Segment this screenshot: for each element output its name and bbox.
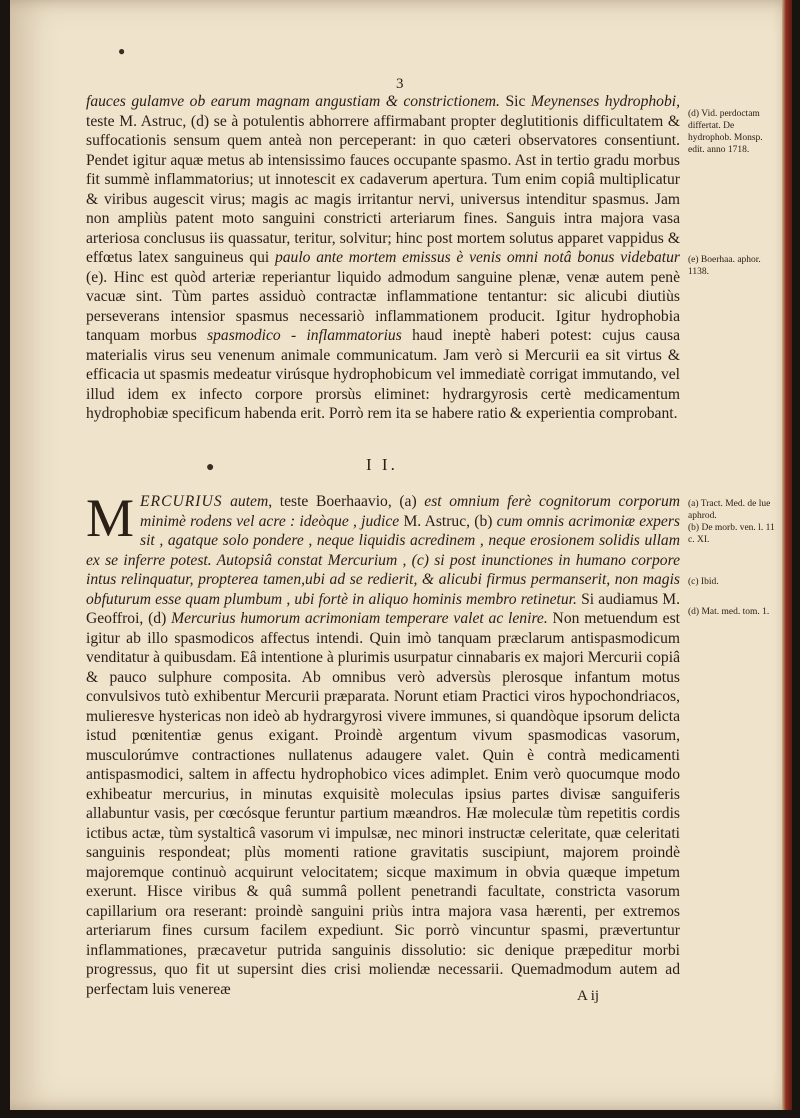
margin-note: (a) Tract. Med. de lue aphrod. — [688, 499, 771, 521]
margin-notes-bottom — [688, 498, 780, 618]
paragraph-1 — [86, 92, 680, 424]
italic-span: cum omnis acrimoniæ expers sit , agatque solo pondere , neque liquidis acredinem , neque erosionem solidis ullam ex se inferre potest. Autopsiâ constat Mercurium , (c) si post inunctiones in humano corpore intus relinquatur, propterea tamen,ubi ad se redierit, & alicubi firmus permanserit, non magis obfuturum esse quam plumbum , ubi fortè in aliquo hominis membro retinetur. — [86, 512, 680, 608]
ink-spot: ● — [206, 460, 215, 475]
italic-span: Meynenses hydrophobi, — [530, 93, 680, 110]
margin-notes-top — [688, 108, 780, 278]
page-number: 3 — [396, 76, 404, 92]
body-text: (e). Hinc est quòd arteriæ reperiantur liquido admodum sanguine plenæ, venæ autem penè vacuæ sint. Tùm partes assiduò contractæ inflammatione tentantur: sic alicubi diutiùs perseverans intensior spasmus necessariò inflammationem producit. Igitur hydrophobia tanquam morbus — [86, 268, 680, 344]
margin-note: (b) De morb. ven. l. 11 c. XI. — [688, 523, 775, 545]
body-text: Non metuendum est igitur ab illo spasmodicos affectus intendi. Quin imò tanquam præclarum antispasmodicum venditatur à quibusdam. Eâ intentione à plurimis usurpatur cinnabaris ex majori Mercurii copiâ & pauco sulphure composita. Ab omnibus verò adversùs plerosque infantum motus convulsivos tutò exhibentur Mercurii præparata. Norunt etiam Practici viros hypochondriacos, mulieresve hystericas non ideò ab hydrargyrosi vivere immunes, si quandòque ipsorum delicta istud pœnitentiæ genus exigant. Proindè argentum vivum spasmodicas vasorum, musculorúmve contractiones nullatenus adaugere valet. Quin è contrà medicamenti antispasmodici, saltem in affectu hydrophobico vices adimplet. Enim verò quocumque modo exhibeatur mercurius, in minutas exquisitè moleculas ipsius partes divisæ sanguiferis allabuntur vasis, per cœcósque feruntur partium mæandros. Hæ moleculæ tùm repetitis cordis ictibus actæ, tùm systalticâ vasorum vi impulsæ, nec minori instructæ celeritate, quæ celeritati sanguinis respondeat; plùs momenti ratione gravitatis suscipiunt, majorem proindè majoremque continuò acquirunt velocitatem; sicque maximum in obvia quæque impetum exerunt. Hisce viribus & quâ summâ pollent penetrandi facultate, constricta vasorum capillarium ora reserant: proindè sanguini priùs intra majora vasa hærenti, per extremos arteriarum fines cursum facilem expediunt. Sic porrò vincuntur spasmi, prævertuntur inflammationes, præcavetur putrida sanguinis dissolutio: sic denique præpeditur morbi progressus, quo fit ut supersint dies crisi moliendæ necessarii. Quemadmodum autem ad perfectam luis venereæ — [86, 610, 680, 998]
italic-quote: paulo ante mortem emissus è venis omni notâ bonus videbatur — [274, 249, 680, 266]
italic-span: Mercurius humorum acrimoniam temperare valet ac lenire. — [171, 610, 548, 627]
signature-mark: A ij — [577, 988, 600, 1004]
drop-cap: M — [86, 488, 135, 548]
margin-note: (e) Boerhaa. aphor. 1138. — [688, 255, 761, 277]
margin-note: (d) Mat. med. tom. 1. — [688, 607, 770, 617]
lead-italic: fauces gulamve ob earum magnam angustiam & constrictionem. — [86, 93, 500, 110]
body-text: teste M. Astruc, (d) se à potulentis abhorrere affirmabant propter deglutitionis difficultatem & suffocationis sensum quem anteà non perceperant: in quo cæteri observatores consentiunt. Pendet igitur aquæ metus ab intensissimo fauces occupante spasmo. Ast in tertio gradu morbus fit summè inflammatorius; ut innotescit ex cadaverum apertura. Tum enim copiâ multiplicatur & viribus augescit virus; magis ac magis irritantur nervi, universus intenditur spasmus. Jam non ampliùs patent moto sanguini constricti arteriarum fines. Sanguis intra majora vasa arteriosa conclusus iis quassatur, teritur, solvitur; hinc post mortem solutus apparet vappidus & effœtus latex sanguineus qui — [86, 112, 680, 266]
book-edge — [782, 0, 792, 1110]
opening-caps: ERCURIUS — [140, 493, 223, 510]
italic-span: autem — [222, 493, 269, 510]
text-span: M. Astruc, (b) — [399, 512, 497, 530]
italic-span: est omnium ferè cognitorum corporum minimè rodens vel acre : ideòque , judice — [140, 493, 680, 530]
margin-note: (c) Ibid. — [688, 577, 719, 587]
body-text: haud ineptè haberi potest: cujus causa materialis virus seu venenum animale communicatum. Jam verò si Mercurii ea sit virtus & efficacia ut spasmis medeatur virúsque hydrophobicum vel immediatè corrigat immutando, vel illud idem ex infecto corpore prorsùs eliminet: hydrargyrosis certè medicamentum hydrophobiæ specificum habenda erit. Porrò rem ita se habere ratio & experientia comprobant. — [86, 327, 680, 422]
text-span: Si audiamus M. Geoffroi, (d) — [86, 590, 680, 627]
text-span: , teste Boerhaavio, (a) — [268, 493, 425, 510]
book-page — [10, 0, 792, 1110]
text-span: Sic — [499, 93, 531, 110]
italic-span: spasmodico - inflammatorius — [207, 327, 402, 344]
paragraph-2 — [86, 488, 680, 999]
section-heading: I I. — [366, 455, 398, 474]
ink-spot: ● — [118, 44, 126, 58]
margin-note: (d) Vid. perdoctam differtat. De hydrophob. Monsp. edit. anno 1718. — [688, 109, 763, 155]
